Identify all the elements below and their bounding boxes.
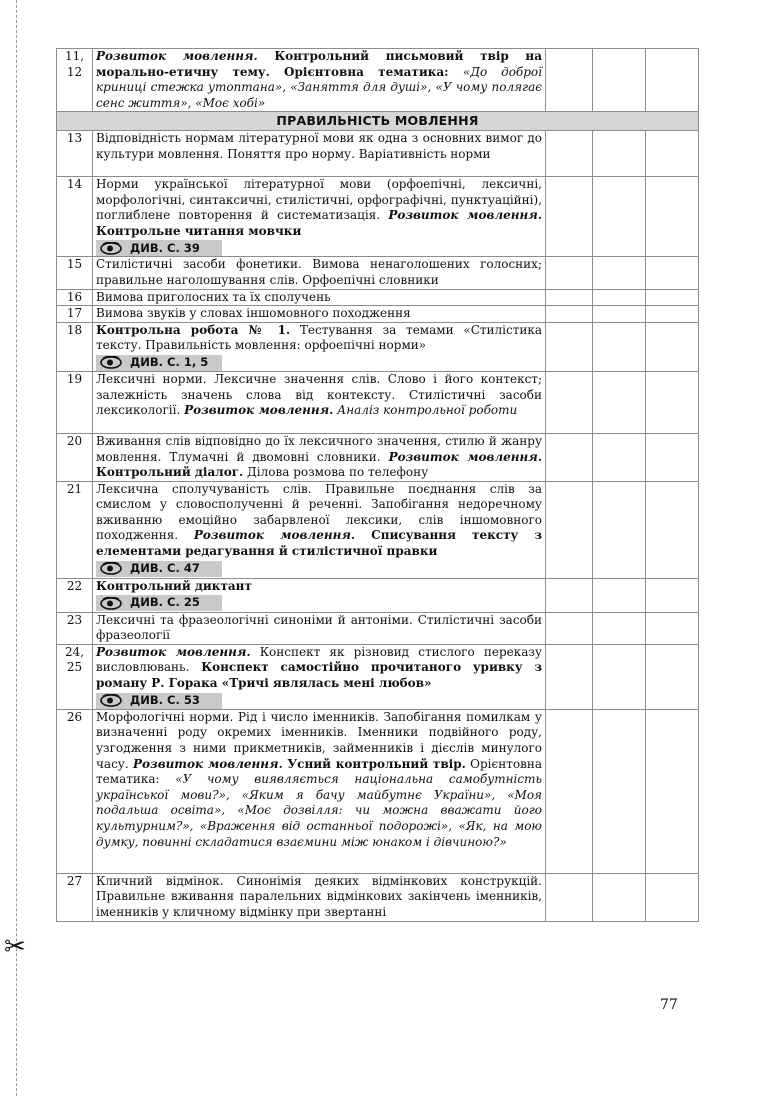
- empty-cell: [546, 873, 593, 921]
- table-row: [57, 578, 699, 612]
- empty-cell: [546, 322, 593, 371]
- topic-part: Розвиток мовлення.: [388, 208, 542, 223]
- eye-icon: [100, 242, 122, 255]
- empty-cell: [646, 306, 699, 323]
- topic-part: Розвиток мовлення.: [388, 449, 542, 464]
- lesson-topic: [93, 709, 546, 873]
- lesson-topic: [93, 176, 546, 256]
- scissors-icon: ✂: [4, 932, 26, 962]
- topic-part: Контрольний діалог.: [96, 465, 244, 480]
- empty-cell: [546, 433, 593, 481]
- topic-part: Ділова розмова по телефону: [243, 465, 429, 480]
- lesson-number: 20: [57, 433, 93, 481]
- lesson-number: 21: [57, 481, 93, 578]
- empty-cell: [646, 481, 699, 578]
- lesson-topic: [93, 257, 546, 289]
- empty-cell: [593, 289, 646, 306]
- topic-part: Лексична сполучуваність слів. Правильне поєднання слів за смислом у словосполученні й реченні. Запобігання недоречному вживанню емоційно забарвленої лексики, слів іншомовного походження.: [96, 481, 542, 543]
- topic-part: Стилістичні засоби фонетики. Вимова ненаголошених голосних; правильне наголошування слів. Орфоепічні словники: [96, 257, 542, 287]
- empty-cell: [546, 371, 593, 433]
- lesson-number: 17: [57, 306, 93, 323]
- lesson-topic: [93, 322, 546, 371]
- lesson-number: 26: [57, 709, 93, 873]
- table-row: [57, 481, 699, 578]
- see-reference: [96, 561, 222, 577]
- empty-cell: [593, 578, 646, 612]
- eye-icon: [100, 694, 122, 707]
- empty-cell: [646, 257, 699, 289]
- section-heading-row: [57, 112, 699, 131]
- empty-cell: [593, 306, 646, 323]
- empty-cell: [593, 644, 646, 709]
- empty-cell: [646, 289, 699, 306]
- empty-cell: [646, 644, 699, 709]
- empty-cell: [546, 578, 593, 612]
- topic-part: Розвиток мовлення.: [184, 403, 334, 418]
- topic-part: Контрольний диктант: [96, 578, 252, 593]
- lesson-number: 13: [57, 130, 93, 176]
- lesson-number: 24, 25: [57, 644, 93, 709]
- lesson-topic: [93, 612, 546, 644]
- page-number: 77: [660, 997, 678, 1013]
- topic-part: Кличний відмінок. Синонімія деяких відмінкових конструкцій. Правильне вживання паралельних відмінкових закінчень іменників, іменників у кличному відмінку при звертанні: [96, 873, 542, 920]
- eye-icon: [100, 356, 122, 369]
- empty-cell: [646, 130, 699, 176]
- see-reference: [96, 595, 222, 611]
- empty-cell: [593, 873, 646, 921]
- topic-part: Списування тексту з елементами редагування й стилістичної правки: [96, 528, 542, 559]
- empty-cell: [593, 433, 646, 481]
- table-row: [57, 873, 699, 921]
- topic-part: Вживання слів відповідно до їх лексичного значення, стилю й жанру мовлення. Тлумачні й двомовні словники.: [96, 433, 542, 464]
- lesson-number: 19: [57, 371, 93, 433]
- table-row: [57, 612, 699, 644]
- lesson-number: 18: [57, 322, 93, 371]
- empty-cell: [646, 49, 699, 112]
- empty-cell: [593, 371, 646, 433]
- reference-label: ДИВ. С. 25: [130, 595, 200, 610]
- topic-part: Морфологічні норми. Рід і число іменників. Запобігання помилкам у визначенні роду окремих іменників. Іменники подвійного роду, узгодження з ними прикметників, займенників і дієслів минулого часу.: [96, 709, 542, 771]
- eye-icon: [100, 597, 122, 610]
- empty-cell: [646, 371, 699, 433]
- topic-part: Лексичні норми. Лексичне значення слів. Слово і його контекст; залежність значень слова від контексту. Стилістичні засоби лексикології.: [96, 371, 542, 418]
- empty-cell: [593, 612, 646, 644]
- empty-cell: [546, 257, 593, 289]
- lesson-number: 27: [57, 873, 93, 921]
- lesson-number: 22: [57, 578, 93, 612]
- empty-cell: [646, 873, 699, 921]
- empty-cell: [546, 481, 593, 578]
- empty-cell: [546, 49, 593, 112]
- topic-part: «У чому виявляється національна самобутність української мови?», «Яким я бачу майбутнє України», «Моя подальша освіта», «Моє дозвілля: чи можна вважати його культурним?», «Враження від останньої подорожі», «Як, на мою думку, повинні складатися взаємини між юнаком і дівчиною?»: [96, 772, 542, 849]
- lesson-topic: [93, 644, 546, 709]
- empty-cell: [646, 709, 699, 873]
- section-title: ПРАВИЛЬНІСТЬ МОВЛЕННЯ: [57, 112, 699, 131]
- empty-cell: [593, 176, 646, 256]
- empty-cell: [546, 306, 593, 323]
- topic-part: Вимова звуків у словах іншомовного походження: [96, 306, 411, 321]
- table-row: [57, 49, 699, 112]
- reference-label: ДИВ. С. 1, 5: [130, 355, 209, 370]
- lesson-topic: [93, 578, 546, 612]
- topic-part: Конспект як різновид стислого переказу висловлювань.: [96, 644, 542, 675]
- lesson-number: 14: [57, 176, 93, 256]
- topic-part: Аналіз контрольної роботи: [333, 403, 518, 418]
- lesson-topic: [93, 481, 546, 578]
- topic-part: «До доброї криниці стежка утоптана», «Заняття для душі», «У чому полягає сенс життя», «Моє хобі»: [96, 64, 542, 110]
- table-row: [57, 306, 699, 323]
- reference-label: ДИВ. С. 47: [130, 560, 200, 575]
- lesson-number: 23: [57, 612, 93, 644]
- table-row: [57, 709, 699, 873]
- lesson-plan-table: [56, 48, 699, 922]
- topic-part: Контрольне читання мовчки: [96, 223, 302, 238]
- table-row: [57, 176, 699, 256]
- empty-cell: [546, 709, 593, 873]
- empty-cell: [593, 130, 646, 176]
- topic-part: Орієнтовна тематика:: [96, 756, 542, 787]
- eye-icon: [100, 562, 122, 575]
- topic-part: Контрольний письмовий твір на морально-етичну тему. Орієнтовна тематика:: [96, 49, 542, 79]
- topic-part: Тестування за темами «Стилістика тексту. Правильність мовлення: орфоепічні норми»: [96, 322, 542, 353]
- empty-cell: [593, 257, 646, 289]
- table-row: [57, 371, 699, 433]
- empty-cell: [546, 176, 593, 256]
- topic-part: Конспект самостійно прочитаного уривку з роману Р. Горака «Тричі являлась мені любов»: [96, 660, 542, 691]
- topic-part: Розвиток мовлення.: [96, 644, 251, 659]
- reference-label: ДИВ. С. 39: [130, 240, 200, 255]
- table-row: [57, 433, 699, 481]
- table-row: [57, 130, 699, 176]
- reference-label: ДИВ. С. 53: [130, 692, 200, 707]
- empty-cell: [646, 433, 699, 481]
- empty-cell: [546, 130, 593, 176]
- topic-part: Усний контрольний твір.: [282, 756, 466, 771]
- lesson-topic: [93, 371, 546, 433]
- table-row: [57, 257, 699, 289]
- empty-cell: [593, 49, 646, 112]
- empty-cell: [593, 322, 646, 371]
- empty-cell: [546, 612, 593, 644]
- topic-part: Контрольна робота № 1.: [96, 322, 291, 337]
- empty-cell: [546, 289, 593, 306]
- see-reference: [96, 693, 222, 709]
- lesson-topic: [93, 130, 546, 176]
- table-row: [57, 289, 699, 306]
- empty-cell: [646, 322, 699, 371]
- lesson-topic: [93, 289, 546, 306]
- lesson-topic: [93, 873, 546, 921]
- empty-cell: [646, 176, 699, 256]
- lesson-number: 16: [57, 289, 93, 306]
- empty-cell: [646, 612, 699, 644]
- topic-part: Відповідність нормам літературної мови як одна з основних вимог до культури мовлення. Поняття про норму. Варіативність норми: [96, 130, 542, 161]
- topic-part: Лексичні та фразеологічні синоніми й антоніми. Стилістичні засоби фразеології: [96, 612, 542, 643]
- empty-cell: [546, 644, 593, 709]
- table-row: [57, 644, 699, 709]
- topic-part: Вимова приголосних та їх сполучень: [96, 289, 331, 304]
- lesson-number: 15: [57, 257, 93, 289]
- see-reference: [96, 240, 222, 256]
- lesson-number: 11, 12: [57, 49, 93, 112]
- topic-part: Розвиток мовлення.: [133, 756, 283, 771]
- empty-cell: [593, 481, 646, 578]
- lesson-topic: [93, 306, 546, 323]
- topic-part: Розвиток мовлення.: [96, 49, 258, 63]
- empty-cell: [646, 578, 699, 612]
- topic-part: Розвиток мовлення.: [193, 528, 356, 543]
- lesson-topic: [93, 433, 546, 481]
- topic-part: Норми української літературної мови (орфоепічні, лексичні, морфологічні, синтаксичні, стилістичні, орфографічні, пунктуаційні), поглиблене повторення й систематизація.: [96, 176, 542, 223]
- table-row: [57, 322, 699, 371]
- lesson-topic: [93, 49, 546, 112]
- empty-cell: [593, 709, 646, 873]
- see-reference: [96, 355, 222, 371]
